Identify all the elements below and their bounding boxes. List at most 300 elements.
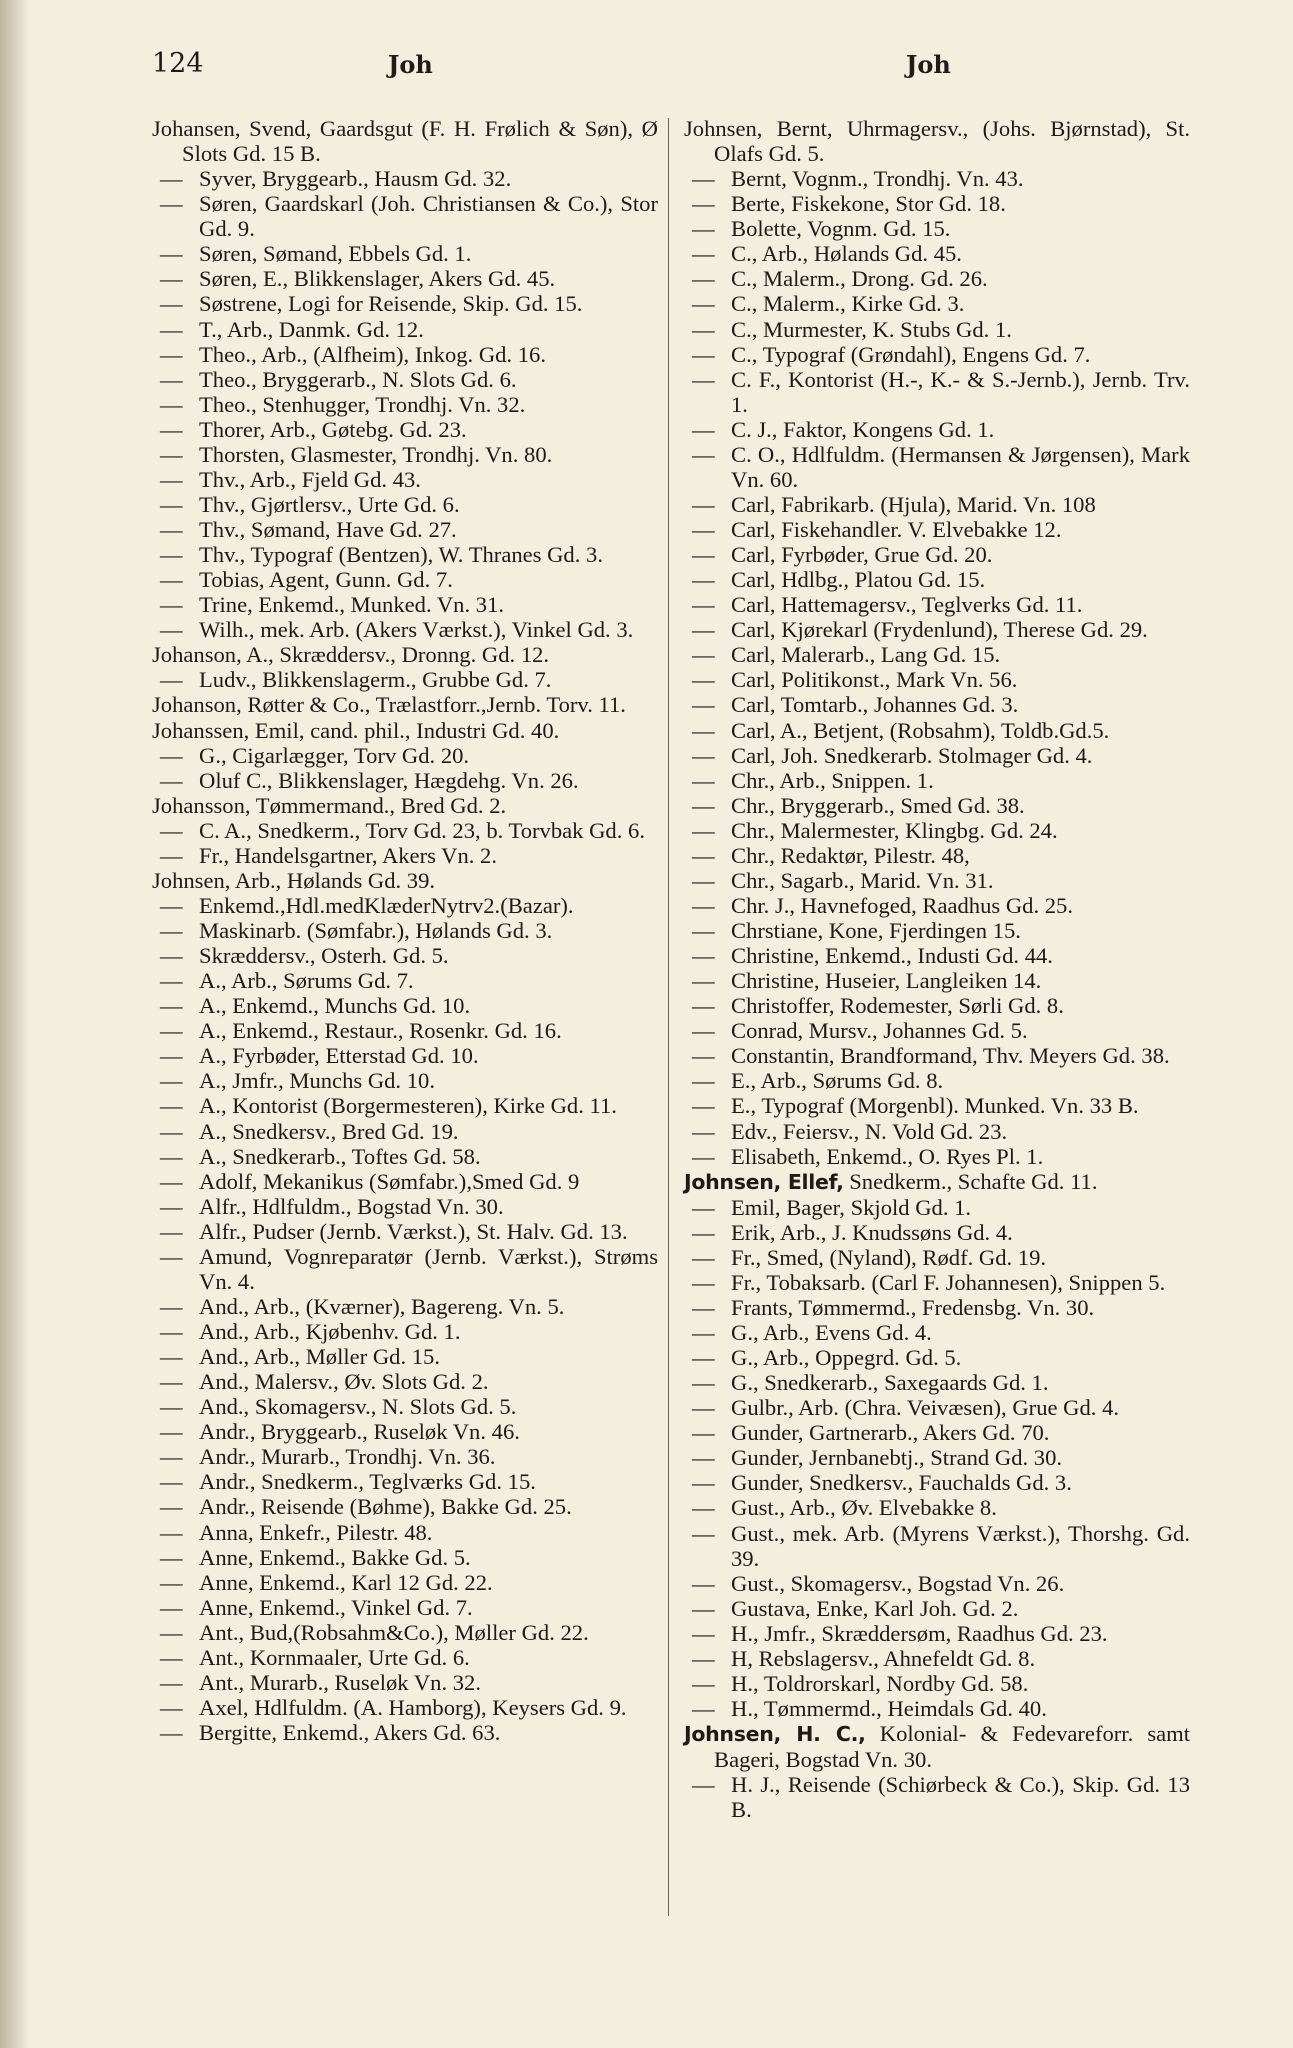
repeat-dash: — — [692, 542, 715, 568]
repeat-dash: — — [692, 191, 715, 217]
entry-text: Carl, Fyrbøder, Grue Gd. 20. — [731, 542, 993, 568]
repeat-dash: — — [692, 1194, 715, 1220]
directory-entry — [684, 216, 1190, 241]
directory-entry — [684, 367, 1190, 417]
directory-entry — [684, 1671, 1190, 1696]
repeat-dash: — — [160, 191, 183, 217]
repeat-dash: — — [160, 1168, 183, 1194]
directory-entry — [152, 918, 658, 943]
entry-text: Maskinarb. (Sømfabr.), Hølands Gd. 3. — [199, 918, 553, 943]
entry-text: A., Kontorist (Borgermesteren), Kirke Gd. 11. — [199, 1093, 617, 1119]
directory-entry — [152, 1620, 658, 1645]
entry-text: Christine, Enkemd., Industi Gd. 44. — [731, 943, 1053, 969]
entry-text: Edv., Feiersv., N. Vold Gd. 23. — [731, 1118, 1008, 1144]
repeat-dash: — — [160, 1469, 183, 1495]
directory-entry — [152, 843, 658, 868]
repeat-dash: — — [160, 1720, 183, 1745]
repeat-dash: — — [160, 567, 183, 593]
directory-entry — [152, 1169, 658, 1194]
entry-text: Andr., Snedkerm., Teglværks Gd. 15. — [199, 1469, 536, 1495]
entry-text: Thorsten, Glasmester, Trondhj. Vn. 80. — [199, 441, 553, 467]
directory-entry — [152, 667, 658, 692]
directory-entry — [152, 116, 658, 166]
page-edge-shadow — [0, 0, 30, 2048]
directory-entry — [684, 517, 1190, 542]
directory-entry — [684, 1395, 1190, 1420]
entry-text: Andr., Reisende (Bøhme), Bakke Gd. 25. — [199, 1494, 572, 1520]
directory-entry — [152, 392, 658, 417]
repeat-dash: — — [160, 391, 183, 417]
directory-entry — [152, 1018, 658, 1043]
directory-entry — [152, 1194, 658, 1219]
entry-text: Anna, Enkefr., Pilestr. 48. — [199, 1519, 433, 1545]
directory-entry — [684, 1772, 1190, 1822]
repeat-dash: — — [692, 1068, 715, 1094]
repeat-dash: — — [692, 241, 715, 267]
entry-text: Søren, Gaardskarl (Joh. Christiansen & Co.), Stor Gd. 9. — [199, 191, 658, 242]
repeat-dash: — — [160, 1143, 183, 1169]
repeat-dash: — — [692, 867, 715, 893]
directory-entry — [152, 1294, 658, 1319]
repeat-dash: — — [160, 842, 183, 868]
directory-entry — [684, 1721, 1190, 1772]
entry-text: C., Typograf (Grøndahl), Engens Gd. 7. — [731, 341, 1091, 367]
entry-text: Gunder, Jernbanebtj., Strand Gd. 30. — [731, 1445, 1063, 1471]
directory-entry — [152, 1520, 658, 1545]
entry-text: H., Toldrorskarl, Nordby Gd. 58. — [731, 1670, 1029, 1696]
entry-text: Conrad, Mursv., Johannes Gd. 5. — [731, 1018, 1028, 1044]
repeat-dash: — — [692, 1018, 715, 1044]
repeat-dash: — — [692, 1370, 715, 1396]
repeat-dash: — — [692, 1595, 715, 1621]
repeat-dash: — — [160, 1218, 183, 1244]
entry-text: C. A., Snedkerm., Torv Gd. 23, b. Torvbak Gd. 6. — [199, 817, 645, 843]
repeat-dash: — — [692, 1695, 715, 1721]
directory-entry — [684, 1169, 1190, 1195]
repeat-dash: — — [160, 1243, 183, 1269]
entry-text: C., Malerm., Drong. Gd. 26. — [731, 266, 988, 292]
repeat-dash: — — [692, 1570, 715, 1596]
directory-entry — [152, 993, 658, 1018]
entry-text: Bergitte, Enkemd., Akers Gd. 63. — [199, 1720, 501, 1745]
directory-entry — [152, 367, 658, 392]
entry-text: H, Rebslagersv., Ahnefeldt Gd. 8. — [731, 1645, 1036, 1671]
entry-text: C., Malerm., Kirke Gd. 3. — [731, 291, 965, 317]
directory-entry — [684, 1220, 1190, 1245]
directory-entry — [684, 968, 1190, 993]
repeat-dash: — — [160, 1669, 183, 1695]
repeat-dash: — — [160, 266, 183, 292]
directory-entry — [152, 743, 658, 768]
repeat-dash: — — [692, 1772, 715, 1798]
repeat-dash: — — [692, 1143, 715, 1169]
entry-text: Carl, Tomtarb., Johannes Gd. 3. — [731, 692, 1019, 718]
entry-text: C., Murmester, K. Stubs Gd. 1. — [731, 316, 1012, 342]
directory-entry — [684, 667, 1190, 692]
repeat-dash: — — [692, 1043, 715, 1069]
entry-text: H., Tømmermd., Heimdals Gd. 40. — [731, 1695, 1047, 1721]
entry-text: T., Arb., Danmk. Gd. 12. — [199, 316, 424, 342]
repeat-dash: — — [160, 1544, 183, 1570]
entry-text: Carl, Joh. Snedkerarb. Stolmager Gd. 4. — [731, 742, 1093, 768]
repeat-dash: — — [160, 466, 183, 492]
entry-text: Thv., Arb., Fjeld Gd. 43. — [199, 466, 421, 492]
directory-entry — [152, 1444, 658, 1469]
directory-entry — [684, 166, 1190, 191]
repeat-dash: — — [160, 1018, 183, 1044]
entry-text: And., Arb., Kjøbenhv. Gd. 1. — [199, 1319, 461, 1344]
repeat-dash: — — [692, 642, 715, 668]
directory-entry — [684, 718, 1190, 743]
entry-text: Chr., Malermester, Klingbg. Gd. 24. — [731, 817, 1058, 843]
repeat-dash: — — [692, 1620, 715, 1646]
repeat-dash: — — [160, 1043, 183, 1069]
directory-entry — [152, 642, 658, 667]
repeat-dash: — — [692, 1470, 715, 1496]
repeat-dash: — — [692, 592, 715, 618]
entry-text: Carl, Malerarb., Lang Gd. 15. — [731, 642, 1001, 668]
directory-entry — [152, 542, 658, 567]
entry-text: A., Enkemd., Munchs Gd. 10. — [199, 993, 471, 1019]
directory-entry — [684, 1521, 1190, 1571]
directory-entry — [152, 768, 658, 793]
repeat-dash: — — [160, 1394, 183, 1420]
directory-entry — [152, 317, 658, 342]
repeat-dash: — — [160, 1093, 183, 1119]
directory-entry — [684, 1345, 1190, 1370]
entry-text: Christine, Huseier, Langleiken 14. — [731, 968, 1042, 994]
directory-entry — [152, 1469, 658, 1494]
entry-text: A., Arb., Sørums Gd. 7. — [199, 968, 414, 994]
directory-entry — [152, 492, 658, 517]
entry-text: Bolette, Vognm. Gd. 15. — [731, 216, 951, 242]
repeat-dash: — — [692, 1294, 715, 1320]
repeat-dash: — — [692, 993, 715, 1019]
repeat-dash: — — [692, 291, 715, 317]
repeat-dash: — — [160, 1569, 183, 1595]
repeat-dash: — — [160, 1519, 183, 1545]
page-header — [0, 48, 1293, 88]
directory-entry — [684, 492, 1190, 517]
directory-entry — [152, 893, 658, 918]
repeat-dash: — — [692, 491, 715, 517]
entry-text: Snedkerm., Schafte Gd. 11. — [843, 1168, 1098, 1194]
directory-entry — [684, 1596, 1190, 1621]
directory-entry — [152, 1068, 658, 1093]
entry-text: G., Arb., Evens Gd. 4. — [731, 1320, 932, 1345]
entry-text: Carl, Hattemagersv., Teglverks Gd. 11. — [731, 592, 1083, 618]
repeat-dash: — — [692, 1219, 715, 1245]
entry-text: Theo., Bryggerarb., N. Slots Gd. 6. — [199, 366, 517, 392]
entry-text: Johanson, A., Skræddersv., Dronng. Gd. 12. — [152, 642, 550, 668]
repeat-dash: — — [692, 1093, 715, 1119]
entry-text: H., Jmfr., Skræddersøm, Raadhus Gd. 23. — [731, 1620, 1108, 1646]
repeat-dash: — — [160, 742, 183, 768]
entry-text: Andr., Murarb., Trondhj. Vn. 36. — [199, 1444, 496, 1470]
repeat-dash: — — [692, 567, 715, 593]
repeat-dash: — — [160, 241, 183, 267]
directory-entry — [684, 191, 1190, 216]
repeat-dash: — — [160, 767, 183, 793]
directory-entry — [684, 1295, 1190, 1320]
repeat-dash: — — [692, 416, 715, 442]
entry-text: Gulbr., Arb. (Chra. Veivæsen), Grue Gd. 4. — [731, 1395, 1120, 1421]
directory-entry — [684, 317, 1190, 342]
directory-entry — [684, 1420, 1190, 1445]
right-running-head: Joh — [906, 50, 951, 79]
repeat-dash: — — [160, 517, 183, 542]
repeat-dash: — — [160, 1293, 183, 1319]
entry-text: Ant., Bud,(Robsahm&Co.), Møller Gd. 22. — [199, 1619, 589, 1645]
repeat-dash: — — [692, 767, 715, 793]
entry-text: Bernt, Vognm., Trondhj. Vn. 43. — [731, 166, 1024, 192]
entry-text: Carl, Kjørekarl (Frydenlund), Therese Gd. 29. — [731, 617, 1148, 643]
entry-text: Thorer, Arb., Gøtebg. Gd. 23. — [199, 416, 467, 442]
directory-entry — [152, 1144, 658, 1169]
entry-text: H. J., Reisende (Schiørbeck & Co.), Skip. Gd. 13 B. — [731, 1772, 1190, 1823]
repeat-dash: — — [692, 1420, 715, 1446]
entry-text: Chrstiane, Kone, Fjerdingen 15. — [731, 918, 1021, 943]
directory-entry — [684, 793, 1190, 818]
entry-text: Fr., Handelsgartner, Akers Vn. 2. — [199, 842, 497, 868]
entry-text: Søstrene, Logi for Reisende, Skip. Gd. 15. — [199, 291, 583, 317]
repeat-dash: — — [160, 918, 183, 943]
entry-text: Ant., Kornmaaler, Urte Gd. 6. — [199, 1644, 470, 1670]
directory-entry — [684, 1245, 1190, 1270]
repeat-dash: — — [692, 1520, 715, 1546]
repeat-dash: — — [692, 341, 715, 367]
directory-entry — [684, 1068, 1190, 1093]
repeat-dash: — — [692, 1244, 715, 1270]
directory-entry — [152, 1119, 658, 1144]
directory-entry — [684, 417, 1190, 442]
directory-entry — [684, 1144, 1190, 1169]
entry-text: Carl, Fabrikarb. (Hjula), Marid. Vn. 108 — [731, 491, 1096, 517]
directory-entry — [684, 342, 1190, 367]
repeat-dash: — — [692, 968, 715, 994]
entry-text: Thv., Sømand, Have Gd. 27. — [199, 517, 457, 542]
directory-entry — [152, 1093, 658, 1118]
directory-entry — [152, 617, 658, 642]
repeat-dash: — — [160, 316, 183, 342]
repeat-dash: — — [160, 542, 183, 568]
entry-text: Constantin, Brandformand, Thv. Meyers Gd. 38. — [731, 1043, 1170, 1069]
entry-text: A., Snedkerarb., Toftes Gd. 58. — [199, 1143, 481, 1169]
repeat-dash: — — [160, 1193, 183, 1219]
entry-text: Christoffer, Rodemester, Sørli Gd. 8. — [731, 993, 1064, 1019]
repeat-dash: — — [692, 1495, 715, 1521]
entry-text: Carl, Hdlbg., Platou Gd. 15. — [731, 567, 986, 593]
directory-entry — [684, 1119, 1190, 1144]
directory-entry — [684, 1195, 1190, 1220]
repeat-dash: — — [692, 441, 715, 467]
repeat-dash: — — [692, 366, 715, 392]
directory-entry — [152, 1369, 658, 1394]
repeat-dash: — — [160, 1118, 183, 1144]
directory-entry — [684, 818, 1190, 843]
repeat-dash: — — [160, 943, 183, 969]
repeat-dash: — — [160, 1419, 183, 1445]
entry-text: Syver, Bryggearb., Hausm Gd. 32. — [199, 166, 512, 192]
repeat-dash: — — [160, 592, 183, 618]
repeat-dash: — — [692, 1670, 715, 1696]
repeat-dash: — — [160, 1494, 183, 1520]
entry-text: A., Snedkersv., Bred Gd. 19. — [199, 1118, 459, 1144]
entry-text: Andr., Bryggearb., Ruseløk Vn. 46. — [199, 1419, 520, 1445]
directory-entry — [152, 793, 658, 818]
directory-entry — [684, 768, 1190, 793]
entry-text: Carl, Fiskehandler. V. Elvebakke 12. — [731, 517, 1062, 542]
entry-text: Enkemd.,Hdl.medKlæderNytrv2.(Bazar). — [199, 892, 574, 918]
entry-text: Johnsen, Bernt, Uhrmagersv., (Johs. Bjørnstad), St. Olafs Gd. 5. — [684, 116, 1190, 167]
column-divider — [668, 118, 669, 1916]
directory-entry — [152, 442, 658, 467]
directory-entry — [152, 1219, 658, 1244]
repeat-dash: — — [692, 918, 715, 943]
directory-entry — [684, 567, 1190, 592]
repeat-dash: — — [692, 617, 715, 643]
directory-entry — [152, 417, 658, 442]
directory-entry — [684, 116, 1190, 166]
repeat-dash: — — [692, 517, 715, 542]
directory-entry — [684, 918, 1190, 943]
entry-text: Tobias, Agent, Gunn. Gd. 7. — [199, 567, 453, 593]
directory-entry — [684, 241, 1190, 266]
entry-text: Søren, E., Blikkenslager, Akers Gd. 45. — [199, 266, 556, 292]
repeat-dash: — — [160, 491, 183, 517]
entry-text: Johanssen, Emil, cand. phil., Industri Gd. 40. — [152, 717, 560, 743]
entry-text: Alfr., Hdlfuldm., Bogstad Vn. 30. — [199, 1193, 504, 1219]
entry-text: Johansson, Tømmermand., Bred Gd. 2. — [152, 792, 507, 818]
repeat-dash: — — [692, 1395, 715, 1421]
repeat-dash: — — [692, 717, 715, 743]
entry-text: Carl, Politikonst., Mark Vn. 56. — [731, 667, 1018, 693]
directory-entry — [684, 868, 1190, 893]
entry-text: Adolf, Mekanikus (Sømfabr.),Smed Gd. 9 — [199, 1168, 580, 1194]
repeat-dash: — — [692, 1320, 715, 1345]
directory-entry — [684, 542, 1190, 567]
directory-entry — [684, 1696, 1190, 1721]
left-running-head: Joh — [388, 50, 433, 79]
entry-bold-name: Johnsen, H. C., — [684, 1722, 866, 1746]
repeat-dash: — — [160, 1319, 183, 1344]
directory-entry — [684, 266, 1190, 291]
entry-text: Anne, Enkemd., Karl 12 Gd. 22. — [199, 1569, 493, 1595]
directory-entry — [152, 718, 658, 743]
directory-entry — [684, 1495, 1190, 1520]
entry-text: And., Malersv., Øv. Slots Gd. 2. — [199, 1369, 489, 1395]
entry-text: Johnsen, Arb., Hølands Gd. 39. — [152, 867, 436, 893]
directory-entry — [152, 241, 658, 266]
repeat-dash: — — [692, 1645, 715, 1671]
directory-entry — [152, 818, 658, 843]
repeat-dash: — — [160, 366, 183, 392]
directory-entry — [152, 592, 658, 617]
directory-entry — [684, 1270, 1190, 1295]
directory-entry — [152, 1344, 658, 1369]
directory-entry — [684, 1320, 1190, 1345]
repeat-dash: — — [692, 943, 715, 969]
entry-text: Johansen, Svend, Gaardsgut (F. H. Frølich & Søn), Ø Slots Gd. 15 B. — [152, 116, 658, 167]
entry-text: Theo., Arb., (Alfheim), Inkog. Gd. 16. — [199, 341, 547, 367]
entry-text: Gust., Arb., Øv. Elvebakke 8. — [731, 1495, 997, 1521]
directory-entry — [684, 943, 1190, 968]
entry-text: Trine, Enkemd., Munked. Vn. 31. — [199, 592, 505, 618]
entry-text: Skræddersv., Osterh. Gd. 5. — [199, 943, 449, 969]
directory-entry — [152, 1394, 658, 1419]
repeat-dash: — — [692, 842, 715, 868]
repeat-dash: — — [160, 993, 183, 1019]
entry-text: Wilh., mek. Arb. (Akers Værkst.), Vinkel Gd. 3. — [199, 617, 634, 643]
entry-text: Theo., Stenhugger, Trondhj. Vn. 32. — [199, 391, 526, 417]
directory-entry — [152, 517, 658, 542]
entry-text: G., Arb., Oppegrd. Gd. 5. — [731, 1345, 962, 1371]
directory-entry — [684, 1093, 1190, 1118]
entry-text: A., Enkemd., Restaur., Rosenkr. Gd. 16. — [199, 1018, 562, 1044]
entry-text: Chr. J., Havnefoged, Raadhus Gd. 25. — [731, 892, 1073, 918]
directory-entry — [684, 843, 1190, 868]
directory-entry — [152, 968, 658, 993]
directory-entry — [152, 166, 658, 191]
entry-text: Gustava, Enke, Karl Joh. Gd. 2. — [731, 1595, 1019, 1621]
repeat-dash: — — [692, 792, 715, 818]
left-column — [152, 116, 658, 1745]
repeat-dash: — — [160, 1068, 183, 1094]
entry-text: G., Cigarlægger, Torv Gd. 20. — [199, 742, 470, 768]
repeat-dash: — — [692, 742, 715, 768]
entry-text: Emil, Bager, Skjold Gd. 1. — [731, 1194, 972, 1220]
entry-text: Anne, Enkemd., Vinkel Gd. 7. — [199, 1594, 473, 1620]
entry-text: Elisabeth, Enkemd., O. Ryes Pl. 1. — [731, 1143, 1044, 1169]
page-number: 124 — [152, 48, 204, 79]
repeat-dash: — — [692, 166, 715, 192]
entry-text: Carl, A., Betjent, (Robsahm), Toldb.Gd.5. — [731, 717, 1110, 743]
directory-entry — [152, 1319, 658, 1344]
directory-entry — [152, 1244, 658, 1294]
directory-entry — [684, 1445, 1190, 1470]
entry-text: C., Arb., Hølands Gd. 45. — [731, 241, 962, 267]
directory-entry — [152, 191, 658, 241]
entry-text: C. J., Faktor, Kongens Gd. 1. — [731, 416, 995, 442]
entry-text: Amund, Vognreparatør (Jernb. Værkst.), Strøms Vn. 4. — [199, 1243, 658, 1294]
repeat-dash: — — [160, 341, 183, 367]
directory-entry — [684, 642, 1190, 667]
entry-text: Gust., mek. Arb. (Myrens Værkst.), Thorshg. Gd. 39. — [731, 1520, 1190, 1571]
directory-entry — [684, 993, 1190, 1018]
repeat-dash: — — [160, 667, 183, 693]
entry-text: Chr., Redaktør, Pilestr. 48, — [731, 842, 970, 868]
repeat-dash: — — [160, 166, 183, 192]
directory-entry — [684, 692, 1190, 717]
directory-entry — [684, 743, 1190, 768]
entry-text: A., Fyrbøder, Etterstad Gd. 10. — [199, 1043, 479, 1069]
repeat-dash: — — [160, 1619, 183, 1645]
entry-text: C. F., Kontorist (H.-, K.- & S.-Jernb.), Jernb. Trv. 1. — [731, 366, 1190, 417]
entry-text: E., Arb., Sørums Gd. 8. — [731, 1068, 944, 1094]
directory-entry — [152, 1570, 658, 1595]
repeat-dash: — — [160, 1594, 183, 1620]
entry-text: Chr., Sagarb., Marid. Vn. 31. — [731, 867, 994, 893]
repeat-dash: — — [692, 692, 715, 718]
repeat-dash: — — [160, 441, 183, 467]
repeat-dash: — — [692, 216, 715, 242]
directory-entry — [152, 1043, 658, 1068]
directory-entry — [152, 291, 658, 316]
entry-text: Chr., Arb., Snippen. 1. — [731, 767, 934, 793]
directory-entry — [152, 1419, 658, 1444]
directory-entry — [684, 1470, 1190, 1495]
directory-entry — [152, 1545, 658, 1570]
